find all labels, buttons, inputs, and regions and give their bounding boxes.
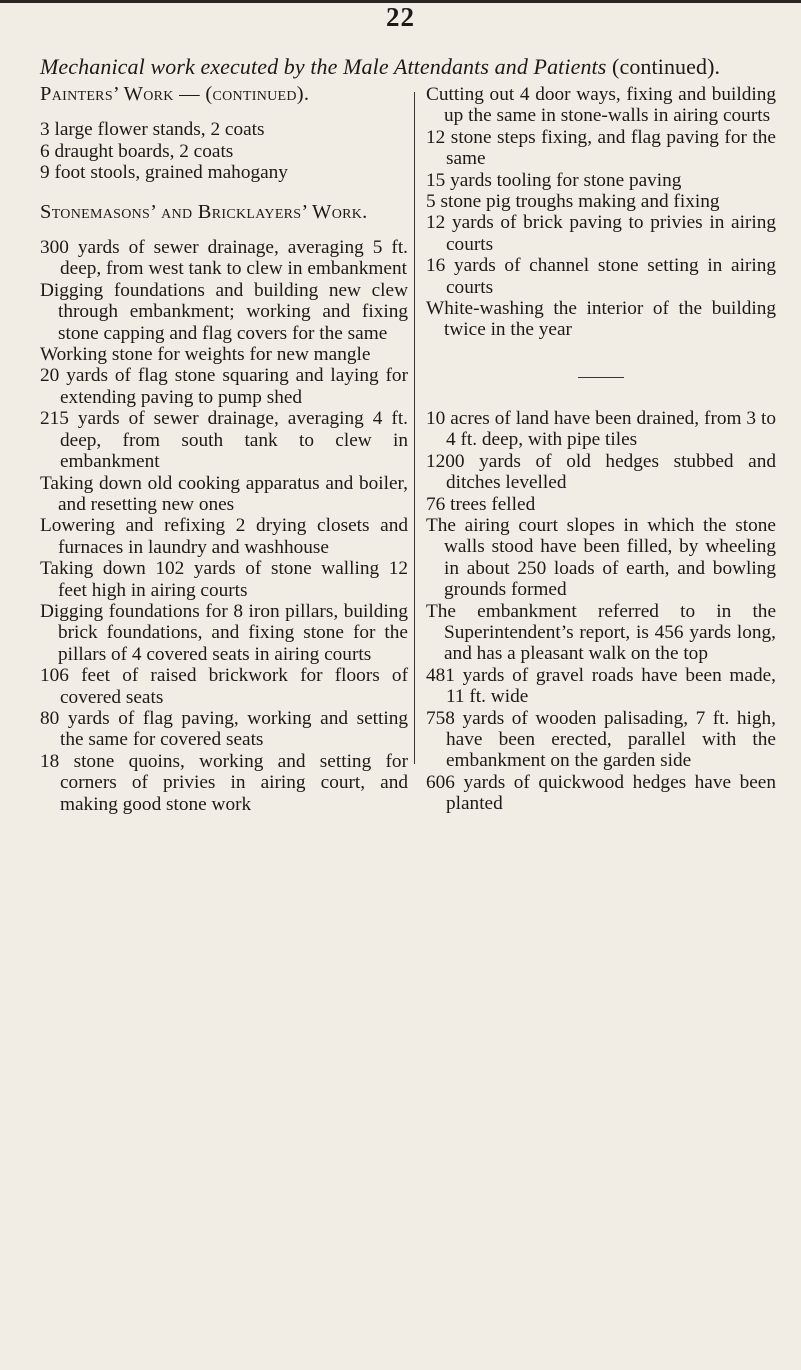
page-title-italic: Mechanical work executed by the Male Attendants and Patients (40, 54, 607, 79)
page-title (40, 54, 780, 80)
list-item: 9 foot stools, grained mahogany (40, 162, 288, 184)
left-column (40, 84, 408, 815)
stonemasons-work-heading: Stonemasons’ and Bricklayers’ Work. (40, 200, 368, 223)
list-item: Digging foundations and building new clew through embankment; working and fixing stone capping and flag covers for the same (40, 279, 408, 344)
list-item: 6 draught boards, 2 coats (40, 140, 234, 162)
list-item: 16 yards of channel stone setting in airing courts (426, 255, 776, 298)
list-item: 106 feet of raised brickwork for floors of covered seats (40, 665, 408, 708)
list-item: 12 stone steps fixing, and flag paving for the same (426, 126, 776, 170)
list-item: 3 large flower stands, 2 coats (40, 119, 265, 141)
list-item: 20 yards of flag stone squaring and laying for extending paving to pump shed (40, 365, 408, 408)
list-item: 5 stone pig troughs making and fixing (426, 191, 720, 213)
list-item: 758 yards of wooden palisading, 7 ft. high, have been erected, parallel with the embankment on the garden side (426, 707, 776, 772)
list-item: 215 yards of sewer drainage, averaging 4 ft. deep, from south tank to clew in embankment (40, 408, 408, 473)
list-item: 606 yards of quickwood hedges have been planted (426, 771, 776, 815)
list-item: Taking down 102 yards of stone walling 12 feet high in airing courts (40, 558, 408, 601)
list-item: Working stone for weights for new mangle (40, 344, 371, 366)
list-item: White-washing the interior of the building twice in the year (426, 298, 776, 341)
page-number: 22 (386, 2, 415, 32)
list-item: The embankment referred to in the Superintendent’s report, is 456 yards long, and has a pleasant walk on the top (426, 600, 776, 665)
page-title-suffix: (continued). (606, 54, 721, 79)
list-item: The airing court slopes in which the stone walls stood have been filled, by wheeling in about 250 loads of earth, and bowling grounds formed (426, 514, 776, 601)
list-item: Digging foundations for 8 iron pillars, building brick foundations, and fixing stone for the pillars of 4 covered seats in airing courts (40, 600, 408, 665)
list-item: 76 trees felled (426, 493, 536, 515)
right-column (426, 84, 776, 815)
list-item: 12 yards of brick paving to privies in airing courts (426, 212, 776, 255)
list-item: 481 yards of gravel roads have been made, 11 ft. wide (426, 664, 776, 708)
list-item: 80 yards of flag paving, working and setting the same for covered seats (40, 707, 408, 751)
list-item: 18 stone quoins, working and setting for corners of privies in airing court, and making good stone work (40, 750, 408, 815)
list-item: Lowering and refixing 2 drying closets and furnaces in laundry and washhouse (40, 515, 408, 558)
list-item: 300 yards of sewer drainage, averaging 5 ft. deep, from west tank to clew in embankment (40, 237, 408, 280)
list-item: 10 acres of land have been drained, from 3 to 4 ft. deep, with pipe tiles (426, 407, 776, 451)
list-item: 15 yards tooling for stone paving (426, 169, 682, 191)
list-item: Taking down old cooking apparatus and boiler, and resetting new ones (40, 472, 408, 515)
painters-work-heading: Painters’ Work — (continued). (40, 83, 310, 105)
list-item: 1200 yards of old hedges stubbed and ditches levelled (426, 450, 776, 494)
list-item: Cutting out 4 door ways, fixing and building up the same in stone-walls in airing courts (426, 84, 776, 127)
column-divider (414, 92, 415, 764)
